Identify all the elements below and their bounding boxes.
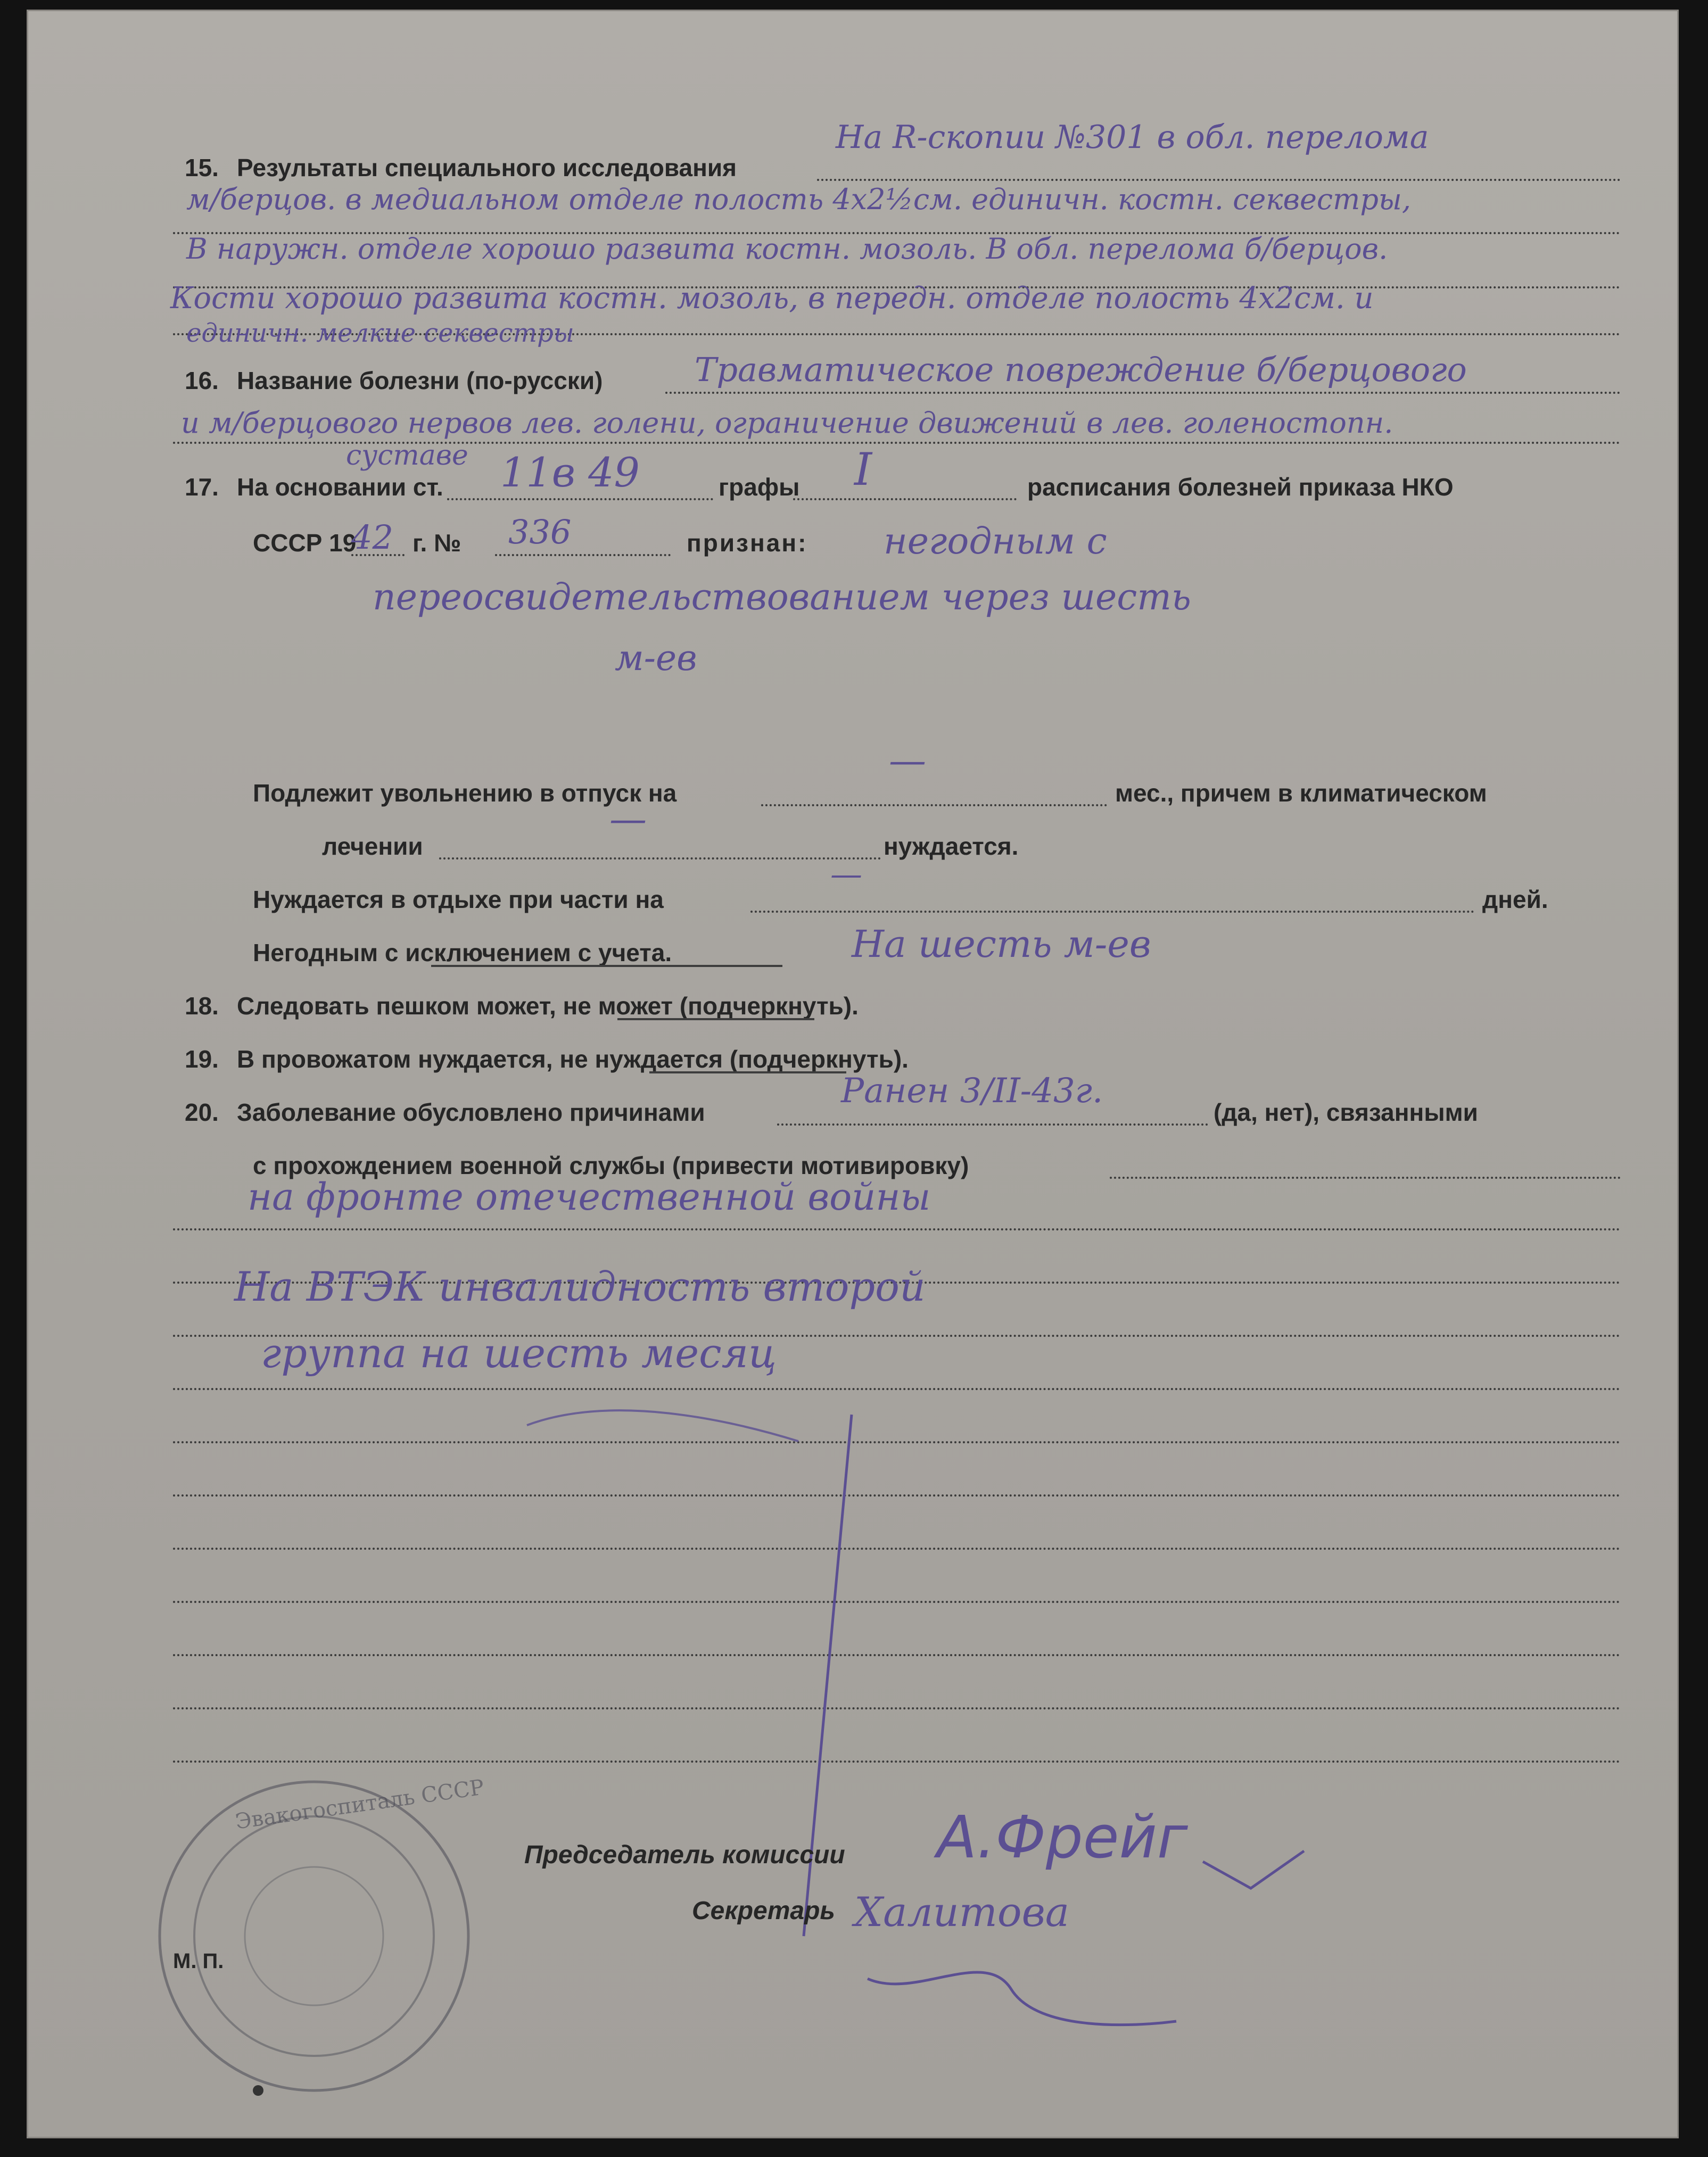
item-17-verdict-3: м-ев xyxy=(615,638,697,679)
item-16-number: 16. xyxy=(185,367,219,394)
item-17-verdict-2: переосвидетельствованием через шесть xyxy=(373,576,1191,618)
item-17-label-g: г. № xyxy=(412,529,461,557)
item-17-number: 17. xyxy=(185,473,219,501)
rest-days-line xyxy=(750,911,1474,913)
item-17-label-st: На основании ст. xyxy=(237,473,443,501)
treatment-line xyxy=(439,857,881,860)
item-15-handwriting-1: На R-скопии №301 в обл. перелома xyxy=(836,119,1429,156)
chairman-signature-flourish xyxy=(1198,1840,1357,1904)
item-17-year-value: 42 xyxy=(351,518,393,557)
chairman-signature: А.Фрейг xyxy=(937,1803,1188,1871)
item-17-order-line xyxy=(495,554,671,556)
item-16-handwriting-3: суставе xyxy=(346,440,468,472)
item-20-handwriting-1: на фронте отечественной войны xyxy=(247,1175,931,1219)
rest-label-post: дней. xyxy=(1482,886,1548,913)
document-sheet xyxy=(27,10,1679,2138)
mp-label: М. П. xyxy=(173,1949,224,1973)
stamp-text: Эвакогоспиталь СССР xyxy=(234,1775,486,1834)
rest-label: Нуждается в отдыхе при части на xyxy=(253,886,664,913)
item-15-handwriting-2: м/берцов. в медиальном отделе полость 4х2½см. единичн. костн. секвестры, xyxy=(186,183,1412,216)
item-17-st-value: 11в 49 xyxy=(500,449,640,496)
item-20-label-post: (да, нет), связанными xyxy=(1214,1098,1478,1126)
secretary-signature-flourish xyxy=(836,1925,1208,2043)
secretary-signature: Халитова xyxy=(854,1888,1070,1936)
item-17-st-line xyxy=(447,498,713,500)
item-17-label-grafy: графы xyxy=(719,473,800,501)
unfit-value: На шесть м-ев xyxy=(852,922,1151,966)
item-18-label: Следовать пешком может, не может (подчеркнуть). xyxy=(237,992,859,1020)
item-15-number: 15. xyxy=(185,154,219,181)
item-17-order-value: 336 xyxy=(508,513,572,551)
item-20-line-2 xyxy=(173,1228,1621,1230)
item-20-cause-value: Ранен 3/II-43г. xyxy=(841,1071,1103,1111)
item-20-cause-line xyxy=(777,1123,1208,1126)
leave-months-value: — xyxy=(889,739,926,782)
leave-label: Подлежит увольнению в отпуск на xyxy=(253,779,677,807)
item-17-label-priznan: признан: xyxy=(687,529,808,557)
item-20-number: 20. xyxy=(185,1098,219,1126)
treatment-label-post: нуждается. xyxy=(884,832,1019,860)
item-16-handwriting-1: Травматическое повреждение б/берцового xyxy=(695,350,1467,389)
item-16-line-1 xyxy=(665,392,1621,394)
item-20-handwriting-2: На ВТЭК инвалидность второй xyxy=(234,1263,926,1310)
item-19-label: В провожатом нуждается, не нуждается (подчеркнуть). xyxy=(237,1045,909,1073)
item-17-verdict-1: негодным с xyxy=(884,520,1107,563)
item-17-grafy-value: I xyxy=(854,443,872,495)
item-15-line-1 xyxy=(817,179,1621,181)
item-20-handwriting-3: группа на шесть месяц xyxy=(261,1329,777,1377)
item-17-year-line xyxy=(351,554,405,556)
item-19-underline xyxy=(649,1071,846,1073)
item-15-label: Результаты специального исследования xyxy=(237,154,737,181)
secretary-label: Секретарь xyxy=(692,1897,835,1925)
item-19-number: 19. xyxy=(185,1045,219,1073)
item-15-handwriting-5: единичн. мелкие секвестры xyxy=(186,318,574,348)
leave-months-line xyxy=(761,804,1107,806)
leave-label-post: мес., причем в климатическом xyxy=(1115,779,1487,807)
item-17-label-rasp: расписания болезней приказа НКО xyxy=(1027,473,1454,501)
chairman-label: Председатель комиссии xyxy=(524,1841,845,1869)
item-20-label-line2: с прохождением военной службы (привести мотивировку) xyxy=(253,1152,969,1179)
item-16-label: Название болезни (по-русски) xyxy=(237,367,603,394)
item-15-handwriting-4: Кости хорошо развита костн. мозоль, в передн. отделе полость 4х2см. и xyxy=(170,281,1374,316)
item-20-label: Заболевание обусловлено причинами xyxy=(237,1098,705,1126)
item-18-number: 18. xyxy=(185,992,219,1020)
item-18-underline xyxy=(617,1018,814,1020)
treatment-value: — xyxy=(609,797,647,841)
item-15-handwriting-3: В наружн. отделе хорошо развита костн. мозоль. В обл. перелома б/берцов. xyxy=(186,232,1388,266)
item-17-label-ussr: СССР 19 xyxy=(253,529,357,557)
item-16-handwriting-2: и м/берцового нервов лев. голени, ограничение движений в лев. голеностопн. xyxy=(181,406,1393,440)
item-20-line-1 xyxy=(1110,1177,1621,1179)
treatment-label: лечении xyxy=(322,832,423,860)
unfit-underline xyxy=(431,965,782,967)
rest-days-value: — xyxy=(830,856,862,893)
unfit-label: Негодным с исключением с учета. xyxy=(253,939,672,966)
item-17-grafy-line xyxy=(793,498,1017,500)
